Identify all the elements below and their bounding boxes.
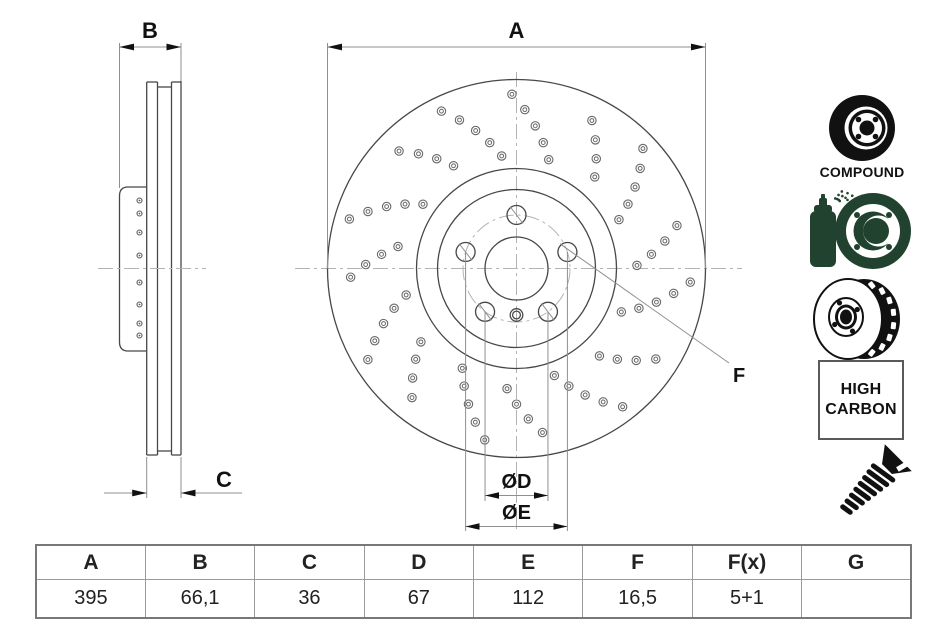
- dim-label-dd: ØD: [501, 471, 532, 493]
- table-value-cell: 5+1: [692, 580, 801, 619]
- table-header-cell: A: [36, 545, 145, 580]
- table-header-cell: B: [145, 545, 254, 580]
- table-value-cell: 395: [36, 580, 145, 619]
- table-value-cell: [802, 580, 911, 619]
- table-header-cell: E: [474, 545, 583, 580]
- high-carbon-line1: HIGH: [840, 381, 882, 399]
- dim-c-arrow-left: [132, 490, 147, 497]
- high-carbon-badge: [818, 360, 904, 440]
- table-header-cell: D: [364, 545, 473, 580]
- drilled-hole-pattern: [345, 90, 694, 444]
- dim-label-f: F: [733, 365, 746, 387]
- dim-c-arrow-right: [181, 490, 196, 497]
- side-view: [98, 18, 242, 498]
- table-header-row: [36, 545, 911, 580]
- table-header-cell: C: [255, 545, 364, 580]
- dim-label-c: C: [216, 467, 232, 492]
- dim-b-arrow-right: [167, 44, 182, 51]
- dim-label-b: B: [142, 18, 158, 43]
- dim-label-de: ØE: [502, 502, 531, 524]
- table-header-cell: F: [583, 545, 692, 580]
- table-value-cell: 66,1: [145, 580, 254, 619]
- countersunk-screw-icon: [810, 440, 928, 542]
- front-view: [295, 18, 745, 533]
- table-header-cell: G: [802, 545, 911, 580]
- table-value-cell: 67: [364, 580, 473, 619]
- dim-a-arrow-right: [691, 44, 706, 51]
- table-value-cell: 36: [255, 580, 364, 619]
- compound-two-piece-disc-icon: [822, 94, 902, 164]
- table-value-row: [36, 580, 911, 619]
- table-header-cell: F(x): [692, 545, 801, 580]
- table-value-cell: 16,5: [583, 580, 692, 619]
- dim-b-arrow-left: [120, 44, 135, 51]
- coated-disc-spray-icon: [798, 190, 920, 278]
- vented-disc-icon: [812, 277, 907, 365]
- dim-a-arrow-left: [328, 44, 343, 51]
- table-value-cell: 112: [474, 580, 583, 619]
- compound-label: COMPOUND: [819, 164, 905, 180]
- dimension-table: [35, 544, 912, 619]
- high-carbon-line2: CARBON: [825, 401, 897, 418]
- dim-label-a: A: [508, 18, 525, 43]
